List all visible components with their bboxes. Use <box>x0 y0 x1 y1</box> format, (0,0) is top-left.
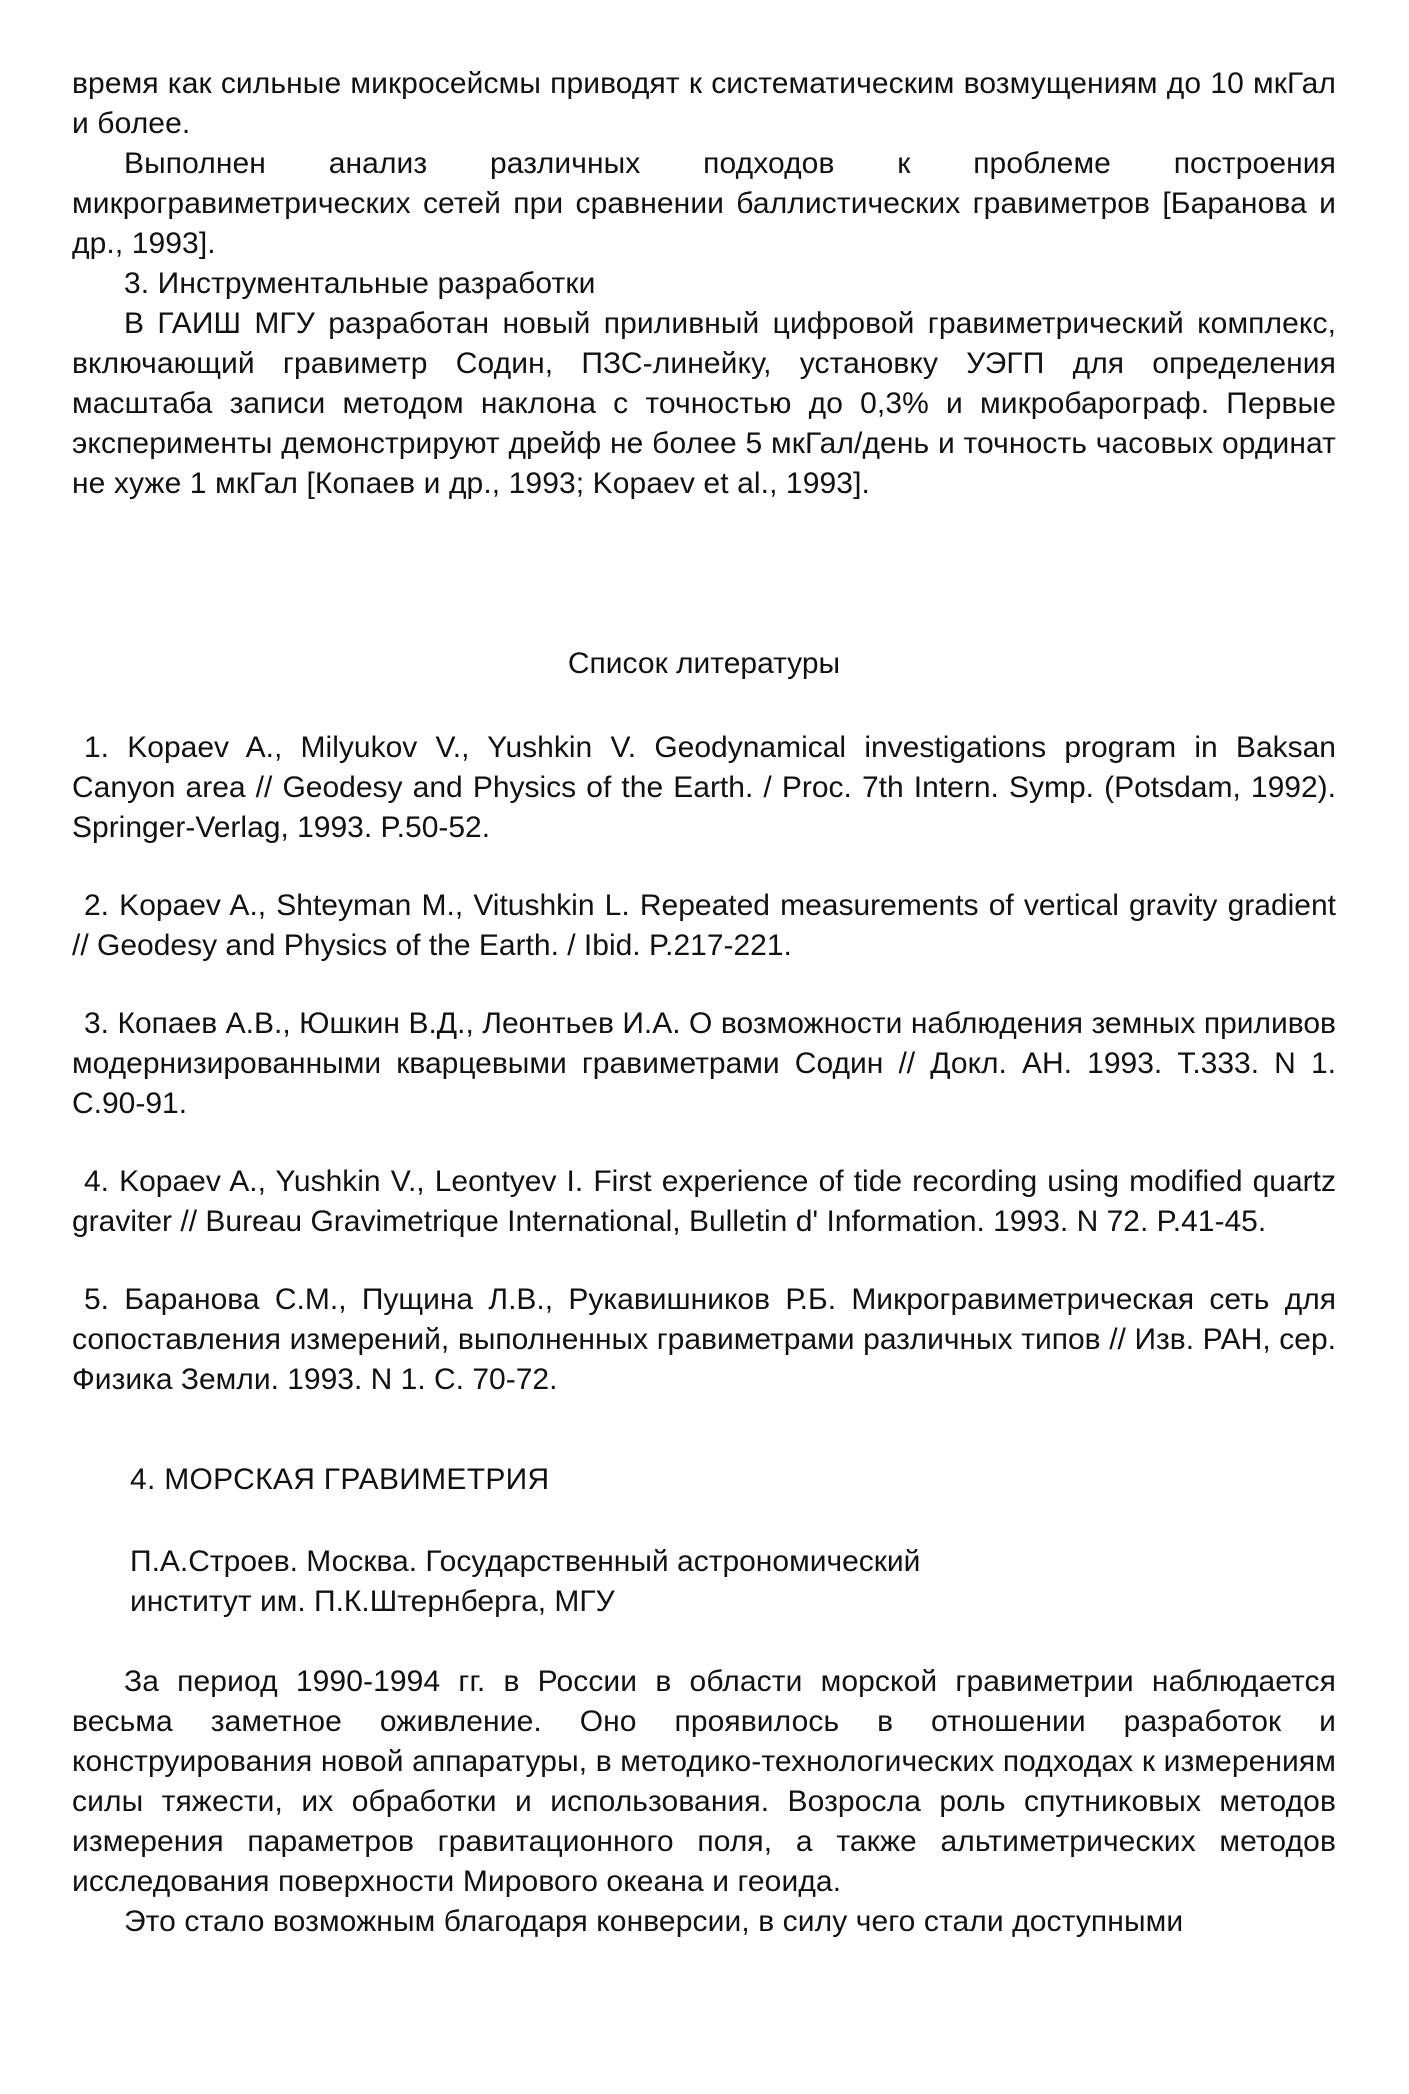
section-body <box>72 1662 1336 1942</box>
reference-item: 1. Kopaev A., Milyukov V., Yushkin V. Geodynamical investigations program in Baksan Canyon area // Geodesy and Physics of the Earth. / Proc. 7th Intern. Symp. (Potsdam, 1992). Springer-Verlag, 1993. P.50-52. <box>72 731 1336 844</box>
intro-paragraph-2: Выполнен анализ различных подходов к проблеме построения микрогравиметрических сетей при сравнении баллистических гравиметров [Баранова и др., 1993]. <box>72 147 1336 260</box>
author-line: П.А.Строев. Москва. Государственный астрономический <box>130 1545 921 1578</box>
references-list <box>72 728 1336 1400</box>
text-column <box>72 64 1336 1942</box>
reference-item: 4. Kopaev A., Yushkin V., Leontyev I. First experience of tide recording using modified quartz graviter // Bureau Gravimetrique International, Bulletin d' Information. 1993. N 72. P.41-45. <box>72 1165 1336 1238</box>
reference-item: 5. Баранова С.М., Пущина Л.В., Рукавишников Р.Б. Микрогравиметрическая сеть для сопоставления измерений, выполненных гравиметрами различных типов // Изв. РАН, сер. Физика Земли. 1993. N 1. С. 70-72. <box>72 1283 1336 1396</box>
references-title: Список литературы <box>567 647 841 680</box>
section-paragraph-1: За период 1990-1994 гг. в России в области морской гравиметрии наблюдается весьма заметное оживление. Оно проявилось в отношении разработок и конструирования новой аппаратуры, в методико-технологических подходах к измерениям силы тяжести, их обработки и использования. Возросла роль спутниковых методов измерения параметров гравитационного поля, а также альтиметрических методов исследования поверхности Мирового океана и геоида. <box>72 1665 1336 1898</box>
reference-item: 2. Kopaev A., Shteyman M., Vitushkin L. Repeated measurements of vertical gravity gradient // Geodesy and Physics of the Earth. / Ibid. P.217-221. <box>72 889 1336 962</box>
section-paragraph-2: Это стало возможным благодаря конверсии, в силу чего стали доступными <box>124 1905 1184 1938</box>
instrumental-subheading: 3. Инструментальные разработки <box>124 267 596 300</box>
author-affiliation <box>130 1542 1336 1622</box>
intro-paragraph-3: В ГАИШ МГУ разработан новый приливный цифровой гравиметрический комплекс, включающий гравиметр Содин, ПЗС-линейку, установку УЭГП для определения масштаба записи методом наклона с точностью до 0,3% и микробарограф. Первые эксперименты демонстрируют дрейф не более 5 мкГал/день и точность часовых ординат не хуже 1 мкГал [Копаев и др., 1993; Kopaev et al., 1993]. <box>72 307 1336 500</box>
reference-item: 3. Копаев А.В., Юшкин В.Д., Леонтьев И.А. О возможности наблюдения земных приливов модернизированными кварцевыми гравиметрами Содин // Докл. АН. 1993. Т.333. N 1. С.90-91. <box>72 1007 1336 1120</box>
section-heading: 4. МОРСКАЯ ГРАВИМЕТРИЯ <box>130 1463 550 1496</box>
author-line: институт им. П.К.Штернберга, МГУ <box>130 1585 615 1618</box>
intro-paragraph-1: время как сильные микросейсмы приводят к систематическим возмущениям до 10 мкГал и более. <box>72 67 1336 140</box>
